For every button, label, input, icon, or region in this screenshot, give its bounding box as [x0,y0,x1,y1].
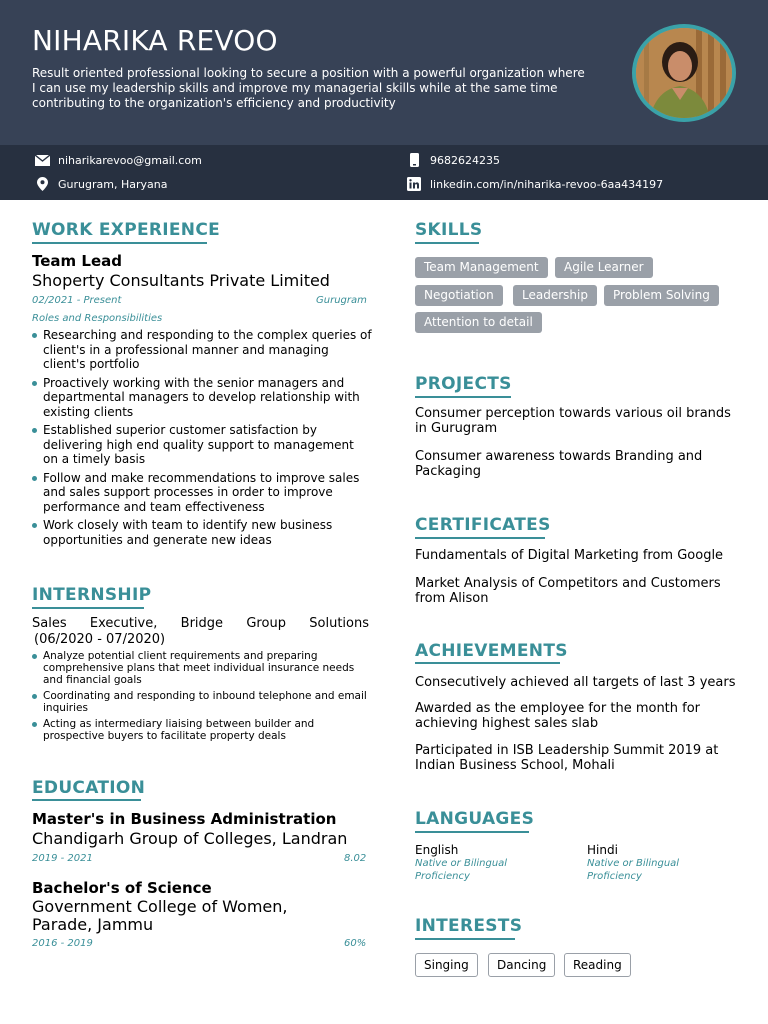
education-degree: Bachelor's of Science [32,879,212,897]
achievement-item: Awarded as the employee for the month for achieving highest sales slab [415,701,701,731]
section-title-internship: INTERNSHIP [32,585,152,605]
location-text: Gurugram, Haryana [58,177,168,191]
section-underline [415,938,515,940]
skill-tag: Team Management [415,257,548,278]
education-degree: Master's in Business Administration [32,810,337,828]
job-title: Team Lead [32,252,122,270]
list-item: Analyze potential client requirements and preparing comprehensive plans that meet individual insurance needs and financial goals [32,650,372,686]
contact-location [34,177,167,191]
section-underline [415,537,545,539]
internship-role: Sales Executive, Bridge Group Solutions [32,616,369,631]
list-item: Established superior customer satisfaction by delivering high end quality support to management on a timely basis [32,423,372,467]
work-bullets [32,328,372,551]
phone-icon [406,153,422,167]
linkedin-icon [406,177,422,191]
education-dates: 2019 - 2021 [32,853,93,864]
section-underline [415,662,560,664]
skill-tag: Agile Learner [555,257,653,278]
achievement-item: Participated in ISB Leadership Summit 2019 at Indian Business School, Mohali [415,743,719,773]
interest-tag: Dancing [488,953,555,977]
language-level: Native or Bilingual Proficiency [587,858,680,882]
company-name: Shoperty Consultants Private Limited [32,271,330,290]
contact-linkedin[interactable] [406,177,663,191]
section-title-achievements: ACHIEVEMENTS [415,641,568,661]
section-title-interests: INTERESTS [415,916,523,936]
resume-header [0,0,768,145]
section-underline [32,799,141,801]
achievement-item: Consecutively achieved all targets of last 3 years [415,675,736,690]
linkedin-text: linkedin.com/in/niharika-revoo-6aa434197 [430,177,664,191]
profile-photo [632,24,736,122]
skill-tag: Leadership [513,285,597,306]
job-dates: 02/2021 - Present [32,295,122,306]
contact-phone[interactable] [406,153,500,167]
education-school: Government College of Women, Parade, Jammu [32,897,288,934]
list-item: Researching and responding to the complex queries of client's in a professional manner and managing client's portfolio [32,328,372,372]
interest-tag: Reading [564,953,631,977]
education-score: 8.02 [344,853,367,864]
education-school: Chandigarh Group of Colleges, Landran [32,829,348,848]
contact-bar [0,145,768,200]
section-title-projects: PROJECTS [415,374,512,394]
certificate-item: Market Analysis of Competitors and Customers from Alison [415,576,721,606]
location-pin-icon [34,177,50,191]
list-item: Work closely with team to identify new business opportunities and generate new ideas [32,518,372,547]
section-underline [32,242,207,244]
certificate-item: Fundamentals of Digital Marketing from Google [415,548,724,563]
skill-tag: Problem Solving [604,285,719,306]
roles-subheading: Roles and Responsibilities [32,313,163,324]
language-name: Hindi [587,843,618,857]
section-title-education: EDUCATION [32,778,146,798]
skill-tag: Negotiation [415,285,503,306]
section-underline [415,242,479,244]
section-title-skills: SKILLS [415,220,483,240]
section-underline [32,607,144,609]
section-title-work-experience: WORK EXPERIENCE [32,220,221,240]
job-location: Gurugram [316,295,367,306]
candidate-name: NIHARIKA REVOO [32,24,278,57]
section-title-languages: LANGUAGES [415,809,535,829]
phone-text: 9682624235 [430,153,500,167]
project-item: Consumer perception towards various oil brands in Gurugram [415,406,731,436]
envelope-icon [34,153,50,167]
section-underline [415,831,529,833]
skill-tag: Attention to detail [415,312,542,333]
section-underline [415,396,511,398]
contact-email[interactable] [34,153,202,167]
language-level: Native or Bilingual Proficiency [415,858,508,882]
list-item: Proactively working with the senior managers and departmental managers to develop relationship with existing clients [32,376,372,420]
language-name: English [415,843,459,857]
section-title-certificates: CERTIFICATES [415,515,551,535]
list-item: Coordinating and responding to inbound telephone and email inquiries [32,690,372,714]
education-score: 60% [344,938,367,949]
internship-bullets [32,650,372,746]
education-dates: 2016 - 2019 [32,938,93,949]
email-text: niharikarevoo@gmail.com [58,153,202,167]
project-item: Consumer awareness towards Branding and Packaging [415,449,703,479]
interest-tag: Singing [415,953,478,977]
profile-summary: Result oriented professional looking to secure a position with a powerful organization where I can use my leadership skills and improve my managerial skills while at the same time contributing to the organization's efficiency and productivity [32,66,585,110]
list-item: Acting as intermediary liaising between builder and prospective buyers to facilitate property deals [32,718,372,742]
internship-dates: (06/2020 - 07/2020) [34,632,166,647]
list-item: Follow and make recommendations to improve sales and sales support processes in order to improve performance and team effectiveness [32,471,372,515]
